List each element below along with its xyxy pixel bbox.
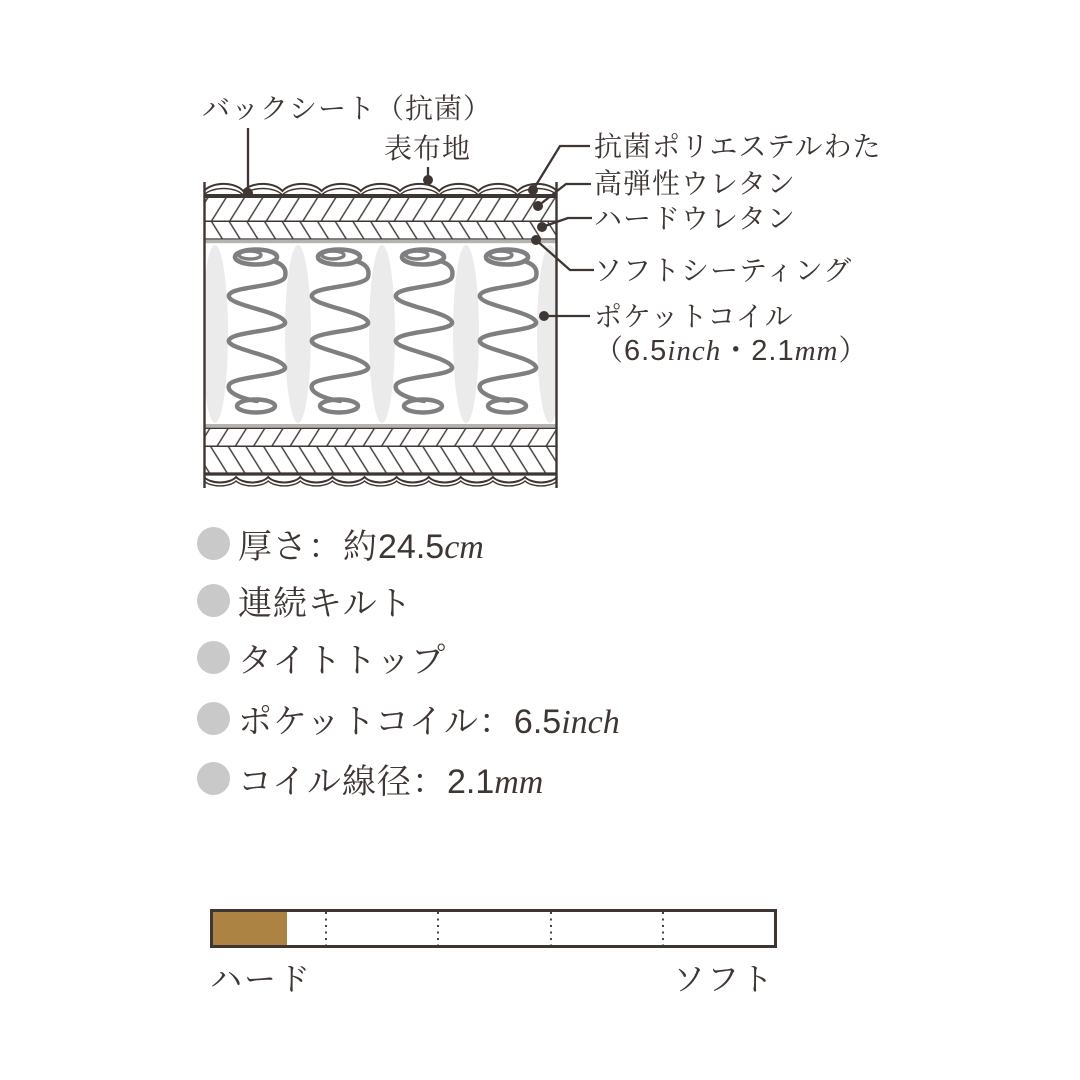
high-resilience-urethane-layer <box>204 198 557 221</box>
hardness-scale-bar <box>210 909 777 948</box>
spec-item-tight-top: タイトトップ <box>197 638 446 676</box>
bottom-quilt-scallops <box>204 477 557 486</box>
scale-tick <box>437 912 439 945</box>
coil-size-open: （6.5 <box>594 335 668 367</box>
label-antibacterial-polyester: 抗菌ポリエステルわた <box>594 131 882 162</box>
bullet-icon <box>197 527 230 560</box>
label-hard-urethane: ハードウレタン <box>594 203 796 234</box>
label-surface-fabric: 表布地 <box>384 133 472 164</box>
hardness-fill <box>213 912 287 945</box>
bullet-icon <box>197 584 230 617</box>
hard-urethane-layer <box>204 221 557 239</box>
top-quilt-layer <box>204 184 557 195</box>
scale-label-hard: ハード <box>210 961 313 997</box>
coil-size-close: ） <box>838 335 869 367</box>
label-back-sheet: バックシート（抗菌） <box>202 93 493 124</box>
scale-tick <box>325 912 327 945</box>
bullet-icon <box>197 762 230 795</box>
scale-tick <box>662 912 664 945</box>
label-soft-seating: ソフトシーティング <box>594 255 853 286</box>
label-high-resilience-urethane: 高弾性ウレタン <box>594 168 796 199</box>
scale-tick <box>550 912 552 945</box>
spec-item-thickness: 厚さ：約24.5cm <box>197 524 484 562</box>
bullet-icon <box>197 641 230 674</box>
coil-size-unit1: inch <box>667 335 722 367</box>
soft-seating-layer <box>204 240 557 243</box>
spec-item-pocket-coil: ポケットコイル：6.5inch <box>197 699 620 737</box>
bottom-layers <box>204 424 557 486</box>
pocket-sleeves <box>202 245 563 423</box>
coil-size-unit2: mm <box>794 335 839 367</box>
bullet-icon <box>197 702 230 735</box>
hardness-scale-labels <box>210 954 775 1000</box>
label-pocket-coil-size <box>594 336 869 366</box>
spec-item-continuous-quilt: 連続キルト <box>197 581 413 619</box>
scale-label-soft: ソフト <box>672 961 775 997</box>
label-pocket-coil: ポケットコイル <box>594 301 794 332</box>
spec-item-coil-wire-diameter: コイル線径：2.1mm <box>197 759 543 797</box>
coil-size-mid: ・2.1 <box>721 335 795 367</box>
pocket-coil-zone <box>202 245 563 423</box>
